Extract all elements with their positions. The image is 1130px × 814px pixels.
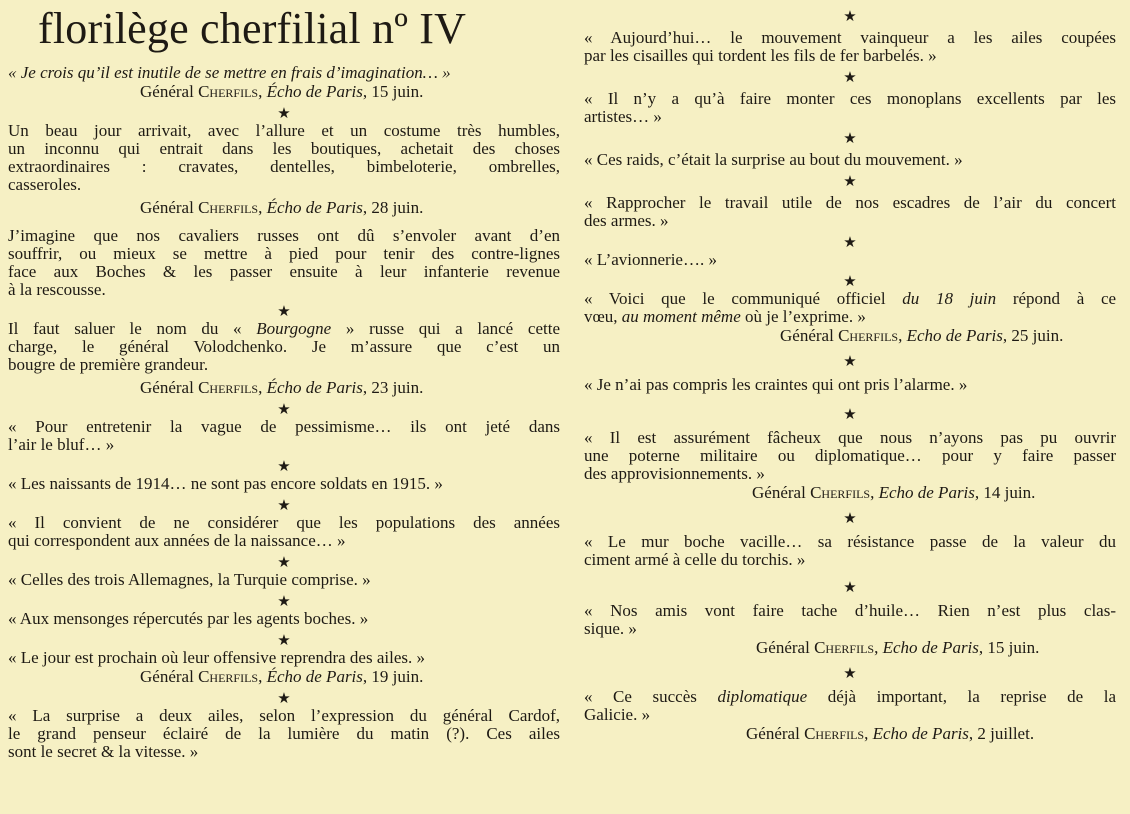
star-separator: ★ [277,631,291,649]
quote-8: « Celles des trois Allemagnes, la Turquie comprise. » [8,570,371,589]
attribution-3: Général Cherfils, Écho de Paris, 23 juin. [140,378,424,397]
star-separator: ★ [843,578,857,596]
star-separator: ★ [843,129,857,147]
quote-r3: « Ces raids, c’était la surprise au bout du mouvement. » [584,150,963,169]
star-separator: ★ [843,7,857,25]
star-separator: ★ [277,592,291,610]
quote-5: « Pour entretenir la vague de pessimisme… ils ont jeté dans l’air le bluf… » [8,417,560,454]
star-separator: ★ [843,272,857,290]
quote-3: J’imagine que nos cavaliers russes ont dû s’envoler avant d’en souffrir, ou mieux se mettre à pied pour tenir des contre-lignes face aux Boches & les passer ensuite à leur infanterie revenue à la rescousse. [8,226,560,299]
attribution-6: Général Cherfils, Echo de Paris, 14 juin. [752,483,1036,502]
quote-r2: « Il n’y a qu’à faire monter ces monoplans excellents par les artistes… » [584,89,1116,126]
quote-r9: « Le mur boche vacille… sa résistance passe de la valeur du ciment armé à celle du torchis. » [584,532,1116,569]
star-separator: ★ [843,405,857,423]
star-separator: ★ [843,172,857,190]
star-separator: ★ [843,352,857,370]
quote-6: « Les naissants de 1914… ne sont pas encore soldats en 1915. » [8,474,443,493]
star-separator: ★ [843,233,857,251]
quote-10: « Le jour est prochain où leur offensive reprendra des ailes. » [8,648,425,667]
left-column [8,0,560,761]
quote-9: « Aux mensonges répercutés par les agents boches. » [8,609,369,628]
quote-r8: « Il est assurément fâcheux que nous n’ayons pas pu ouvrir une poterne militaire ou diplomatique… pour y faire passer des approvisionnements. » [584,428,1116,483]
star-separator: ★ [277,553,291,571]
star-separator: ★ [277,104,291,122]
quote-1: « Je crois qu’il est inutile de se mettre en frais d’imagination… » [8,63,451,82]
quote-r11: « Ce succès diplomatique déjà important, la reprise de la Galicie. » [584,687,1117,724]
attribution-7: Général Cherfils, Echo de Paris, 15 juin. [756,638,1040,657]
attribution-5: Général Cherfils, Echo de Paris, 25 juin. [780,326,1064,345]
quote-r6: « Voici que le communiqué officiel du 18 juin répond à ce vœu, au moment même où je l’exprime. » [584,289,1117,326]
quote-r5: « L’avionnerie…. » [584,250,717,269]
star-separator: ★ [843,68,857,86]
star-separator: ★ [277,302,291,320]
attribution-4: Général Cherfils, Écho de Paris, 19 juin. [140,667,424,686]
attribution-2: Général Cherfils, Écho de Paris, 28 juin. [140,198,424,217]
star-separator: ★ [277,457,291,475]
attribution-8: Général Cherfils, Echo de Paris, 2 juillet. [746,724,1035,743]
quote-r7: « Je n’ai pas compris les craintes qui ont pris l’alarme. » [584,375,968,394]
quote-11: « La surprise a deux ailes, selon l’expression du général Cardof, le grand penseur éclairé de la lumière du matin (?). Ces ailes sont le secret & la vitesse. » [8,706,560,761]
quote-r10: « Nos amis vont faire tache d’huile… Rien n’est plus clas- sique. » [584,601,1116,638]
page-title: florilège cherfilial nº IV [38,4,467,53]
right-column [584,0,1116,743]
quote-7: « Il convient de ne considérer que les populations des années qui correspondent aux années de la naissance… » [8,513,560,550]
quote-2: Un beau jour arrivait, avec l’allure et un costume très humbles, un inconnu qui entrait dans les boutiques, achetait des choses extraordinaires : cravates, dentelles, bimbeloterie, ombrelles, casseroles. [8,121,560,194]
star-separator: ★ [277,400,291,418]
quote-r1: « Aujourd’hui… le mouvement vainqueur a les ailes coupées par les cisailles qui tordent les fils de fer barbelés. » [584,28,1116,65]
star-separator: ★ [277,689,291,707]
star-separator: ★ [843,664,857,682]
attribution-1: Général Cherfils, Écho de Paris, 15 juin. [140,82,424,101]
star-separator: ★ [277,496,291,514]
quote-4: Il faut saluer le nom du « Bourgogne » russe qui a lancé cette charge, le général Volodchenko. Je m’assure que c’est un bougre de première grandeur. [8,319,561,374]
quote-r4: « Rapprocher le travail utile de nos escadres de l’air du concert des armes. » [584,193,1116,230]
star-separator: ★ [843,509,857,527]
